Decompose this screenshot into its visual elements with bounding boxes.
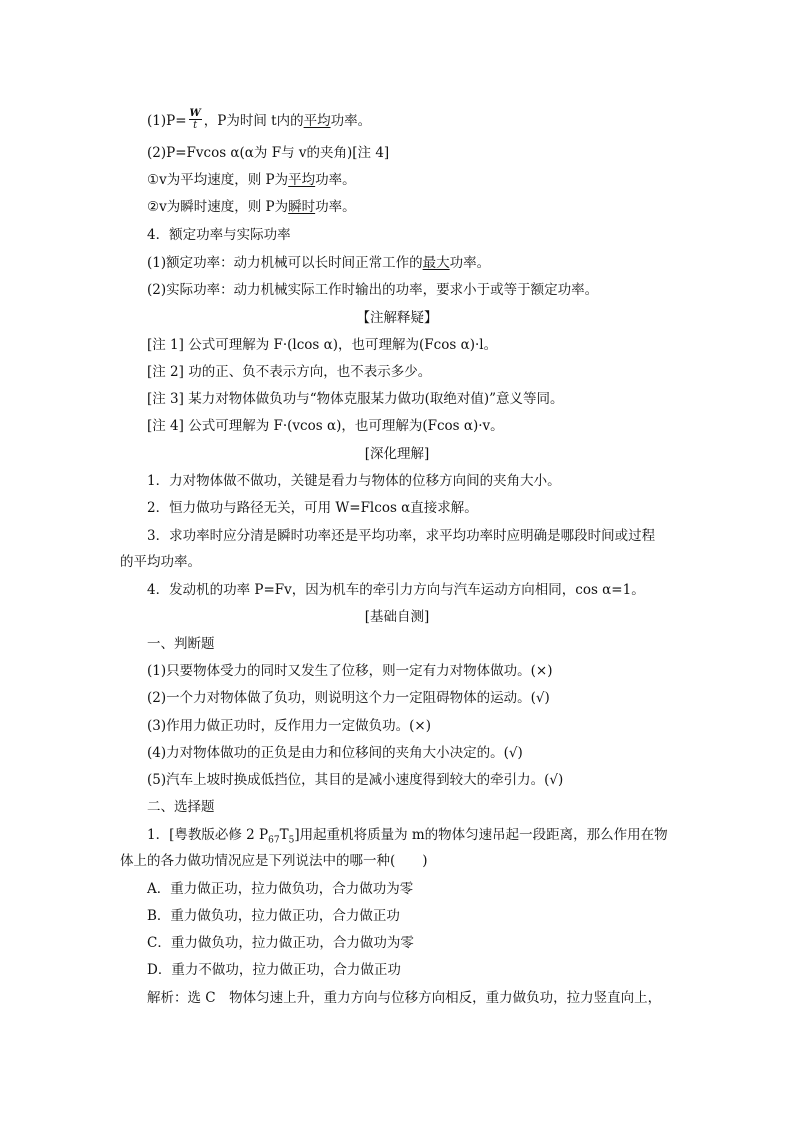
judge-5: (5)汽车上坡时换成低挡位，其目的是减小速度得到较大的牵引力。(√) [147, 772, 564, 788]
deepen-1: 1．力对物体做不做功，关键是看力与物体的位移方向间的夹角大小。 [147, 473, 561, 489]
avg-speed-line: ①v为平均速度，则 P为平均功率。 [147, 172, 356, 188]
note-3: [注 3] 某力对物体做负功与“物体克服某力做功(取绝对值)”意义等同。 [147, 391, 564, 407]
deepen-heading: [深化理解] [364, 446, 430, 462]
deepen-3b: 的平均功率。 [120, 554, 201, 570]
actual-power-line: (2)实际功率：动力机械实际工作时输出的功率，要求小于或等于额定功率。 [147, 282, 599, 298]
instant-speed-line: ②v为瞬时速度，则 P为瞬时功率。 [147, 199, 356, 215]
question-1b: 体上的各力做功情况应是下列说法中的哪一种( ) [120, 853, 428, 869]
self-test-heading: [基础自测] [364, 609, 430, 625]
answer-analysis: 解析：选 C 物体匀速上升，重力方向与位移方向相反，重力做负功，拉力竖直向上， [147, 990, 662, 1006]
judge-4: (4)力对物体做功的正负是由力和位移间的夹角大小决定的。(√) [147, 745, 523, 761]
judge-3: (3)作用力做正功时，反作用力一定做负功。(×) [147, 718, 431, 734]
option-a: A．重力做正功，拉力做负功，合力做功为零 [147, 881, 414, 897]
judge-2: (2)一个力对物体做了负功，则说明这个力一定阻碍物体的运动。(√) [147, 690, 550, 706]
rated-power-line: (1)额定功率：动力机械可以长时间正常工作的最大功率。 [147, 255, 491, 271]
formula-line-2: (2)P=Fvcos α(α为 F与 v的夹角)[注 4] [147, 145, 390, 161]
deepen-4: 4．发动机的功率 P=Fv，因为机车的牵引力方向与汽车运动方向相同，cos α=1。 [147, 582, 645, 598]
option-d: D．重力不做功，拉力做正功，合力做正功 [147, 962, 401, 978]
formula-line-1: (1)P= $\frac{W}{t}$ ，P为时间 t内的平均功率。 [147, 108, 372, 131]
question-1a: 1．[粤教版必修 2 $P_{67}T_5$]用起重机将质量为 m的物体匀速吊起一段距离，那么作用在物 [147, 827, 668, 846]
judge-section: 一、判断题 [147, 636, 215, 652]
note-4: [注 4] 公式可理解为 F·(vcos α)，也可理解为(Fcos α)·v。 [147, 418, 504, 434]
fraction: $\frac{W}{t}$ [189, 108, 201, 131]
judge-1: (1)只要物体受力的同时又发生了位移，则一定有力对物体做功。(×) [147, 663, 553, 679]
choice-section: 二、选择题 [147, 799, 215, 815]
note-1: [注 1] 公式可理解为 F·(lcos α)，也可理解为(Fcos α)·l。 [147, 337, 498, 353]
deepen-3a: 3．求功率时应分清是瞬时功率还是平均功率，求平均功率时应明确是哪段时间或过程 [147, 528, 656, 544]
notes-heading: 【注解释疑】 [356, 310, 438, 326]
deepen-2: 2．恒力做功与路径无关，可用 W=Flcos α直接求解。 [147, 500, 478, 516]
note-2: [注 2] 功的正、负不表示方向，也不表示多少。 [147, 364, 432, 380]
option-c: C．重力做负功，拉力做正功，合力做功为零 [147, 935, 414, 951]
option-b: B．重力做负功，拉力做正功，合力做正功 [147, 908, 400, 924]
section-4-heading: 4．额定功率与实际功率 [147, 227, 291, 243]
